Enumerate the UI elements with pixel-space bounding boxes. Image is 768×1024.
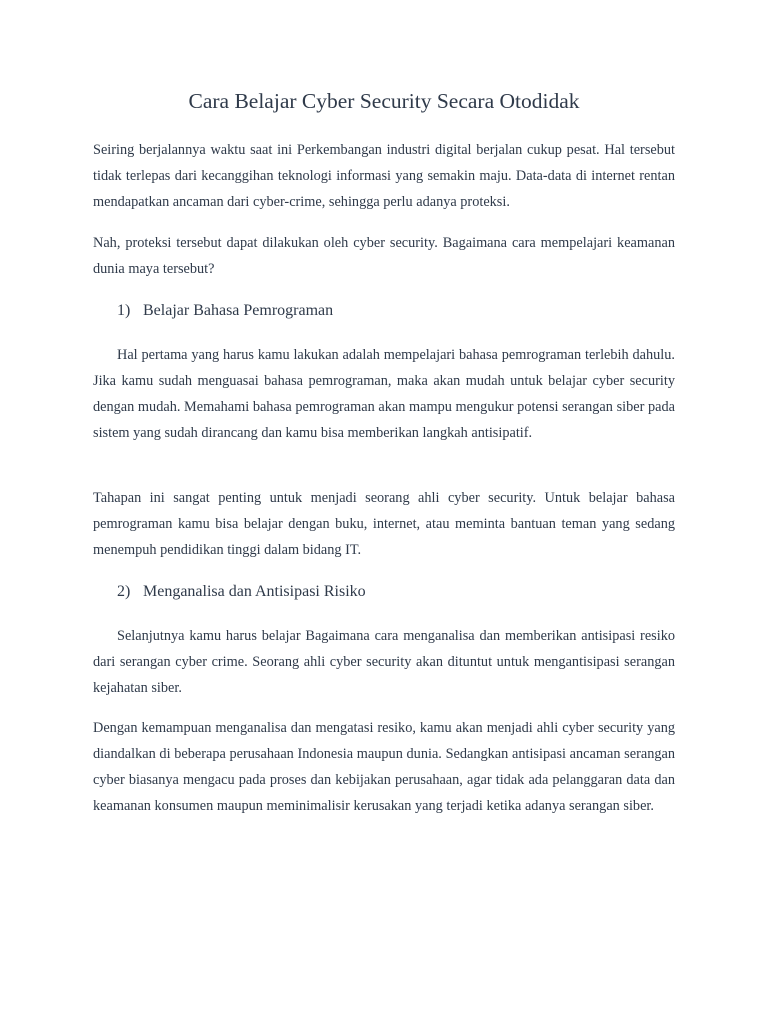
section-2-heading (117, 580, 366, 604)
section-1-title: Belajar Bahasa Pemrograman (143, 302, 334, 319)
section-1-number: 1) (117, 302, 131, 319)
document-title: Cara Belajar Cyber Security Secara Otodidak (188, 89, 580, 113)
section-1-heading (117, 299, 333, 323)
intro-paragraph-1: Seiring berjalannya waktu saat ini Perkembangan industri digital berjalan cukup pesat. Hal tersebut tidak terlepas dari kecanggihan teknologi informasi yang semakin maju. Data-data di internet rentan mendapatkan ancaman dari cyber-crime, sehingga perlu adanya proteksi. (93, 142, 675, 210)
section-2-title: Menganalisa dan Antisipasi Risiko (143, 583, 366, 600)
section-1-paragraph-2: Tahapan ini sangat penting untuk menjadi seorang ahli cyber security. Untuk belajar bahasa pemrograman kamu bisa belajar dengan buku, internet, atau meminta bantuan teman yang sedang menempuh pendidikan tinggi dalam bidang IT. (93, 490, 675, 558)
section-1-paragraph-1: Hal pertama yang harus kamu lakukan adalah mempelajari bahasa pemrograman terlebih dahulu. Jika kamu sudah menguasai bahasa pemrograman, maka akan mudah untuk belajar cyber security dengan mudah. Memahami bahasa pemrograman akan mampu mengukur potensi serangan siber pada sistem yang sudah dirancang dan kamu bisa memberikan langkah antisipatif. (93, 347, 675, 441)
section-2-paragraph-2: Dengan kemampuan menganalisa dan mengatasi resiko, kamu akan menjadi ahli cyber security yang diandalkan di beberapa perusahaan Indonesia maupun dunia. Sedangkan antisipasi ancaman serangan cyber biasanya mengacu pada proses dan kebijakan perusahaan, agar tidak ada pelanggaran data dan keamanan konsumen maupun meminimalisir kerusakan yang terjadi ketika adanya serangan siber. (93, 720, 675, 814)
section-2-paragraph-1: Selanjutnya kamu harus belajar Bagaimana cara menganalisa dan memberikan antisipasi resiko dari serangan cyber crime. Seorang ahli cyber security akan dituntut untuk mengantisipasi serangan kejahatan siber. (93, 628, 675, 696)
section-2-number: 2) (117, 583, 131, 600)
intro-paragraph-2: Nah, proteksi tersebut dapat dilakukan oleh cyber security. Bagaimana cara mempelajari keamanan dunia maya tersebut? (93, 235, 675, 277)
